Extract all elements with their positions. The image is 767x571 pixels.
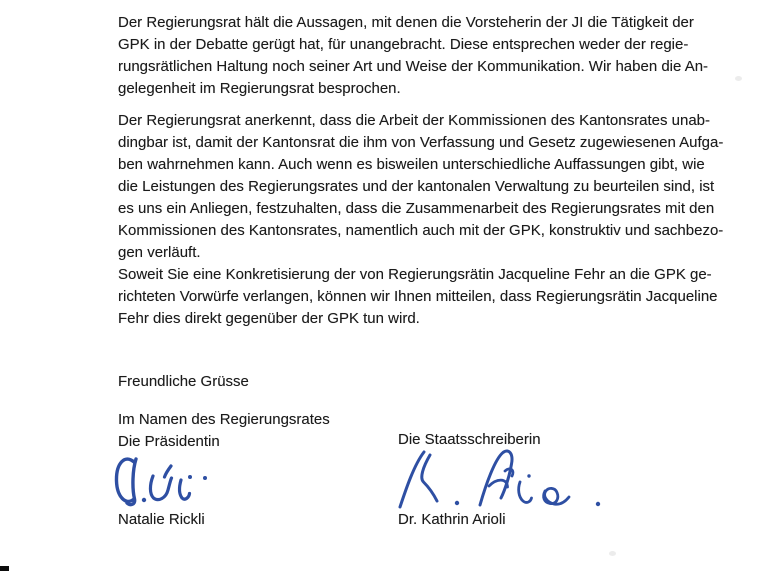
- signer-name-left: Natalie Rickli: [118, 511, 205, 528]
- text-line: gen verläuft.: [118, 244, 201, 261]
- text-line: Fehr dies direkt gegenüber der GPK tun wird.: [118, 310, 420, 327]
- text-line: die Leistungen des Regierungsrates und der kantonalen Verwaltung zu beurteilen sind, ist: [118, 178, 715, 195]
- on-behalf-line: Im Namen des Regierungsrates: [118, 411, 330, 428]
- handwritten-signature-right-icon: [393, 446, 608, 510]
- handwritten-signature-left-icon: [113, 452, 225, 510]
- signer-name-right: Dr. Kathrin Arioli: [398, 511, 506, 528]
- text-line: dingbar ist, damit der Kantonsrat die ihm von Verfassung und Gesetz zugewiesenen Aufga-: [118, 134, 724, 151]
- text-line: Kommissionen des Kantonsrates, namentlich auch mit der GPK, konstruktiv und sachbezo-: [118, 222, 724, 239]
- text-line: Soweit Sie eine Konkretisierung der von Regierungsrätin Jacqueline Fehr an die GPK ge-: [118, 266, 712, 283]
- text-line: rungsrätlichen Haltung noch seiner Art und Weise der Kommunikation. Wir haben die An-: [118, 58, 709, 75]
- scan-artifact-corner-mark: [0, 566, 9, 571]
- scan-artifact-smudge: [609, 551, 616, 556]
- signer-role-left: Die Präsidentin: [118, 433, 220, 450]
- text-line: ben wahrnehmen kann. Auch wenn es bisweilen unterschiedliche Auffassungen gibt, wie: [118, 156, 705, 173]
- text-line: Der Regierungsrat anerkennt, dass die Arbeit der Kommissionen des Kantonsrates unab-: [118, 112, 710, 129]
- text-line: richteten Vorwürfe verlangen, können wir Ihnen mitteilen, dass Regierungsrätin Jacqueline: [118, 288, 718, 305]
- paragraph-2: [118, 110, 738, 264]
- paragraph-3: [118, 264, 738, 330]
- closing-salutation: Freundliche Grüsse: [118, 373, 249, 390]
- text-line: GPK in der Debatte gerügt hat, für unangebracht. Diese entsprechen weder der regie-: [118, 36, 689, 53]
- text-line: Der Regierungsrat hält die Aussagen, mit denen die Vorsteherin der JI die Tätigkeit der: [118, 14, 694, 31]
- scan-artifact-smudge: [735, 76, 742, 81]
- text-line: gelegenheit im Regierungsrat besprochen.: [118, 80, 401, 97]
- text-line: es uns ein Anliegen, festzuhalten, dass die Zusammenarbeit des Regierungsrates mit den: [118, 200, 715, 217]
- signer-role-right: Die Staatsschreiberin: [398, 431, 541, 448]
- paragraph-1: [118, 12, 738, 100]
